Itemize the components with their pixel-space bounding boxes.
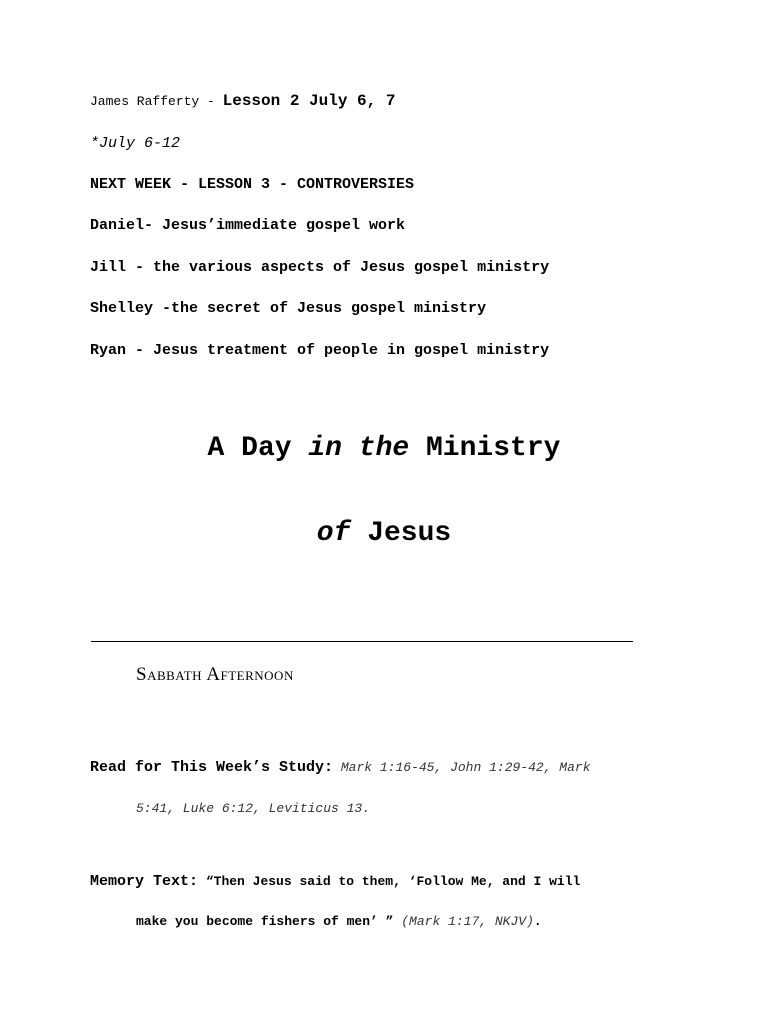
- date-range: *July 6-12: [90, 135, 181, 152]
- assignment-item: Daniel- Jesus’immediate gospel work: [90, 217, 406, 234]
- memory-line: [90, 873, 580, 890]
- read-references: Mark 1:16-45, John 1:29-42, Mark: [333, 760, 591, 775]
- assignment-item: Ryan - Jesus treatment of people in gospel ministry: [90, 342, 550, 359]
- memory-line-continued: [136, 913, 542, 930]
- section-heading: Sabbath Afternoon: [136, 664, 294, 685]
- title-text: Jesus: [350, 518, 452, 549]
- memory-reference: (Mark 1:17, NKJV): [401, 914, 534, 929]
- page-title-line-2: [0, 518, 768, 549]
- title-text: Ministry: [409, 433, 561, 464]
- page-title-line-1: [0, 433, 768, 464]
- lesson-label: Lesson 2 July 6, 7: [222, 92, 396, 110]
- title-text-italic: of: [316, 518, 351, 549]
- memory-end: .: [533, 914, 542, 929]
- memory-label: Memory Text: [90, 873, 190, 890]
- read-label: Read for This Week’s Study: [90, 759, 325, 776]
- horizontal-divider: [91, 641, 633, 642]
- author-name: James Rafferty -: [90, 94, 223, 109]
- memory-text: “Then Jesus said to them, ‘Follow Me, and I will: [198, 874, 581, 889]
- memory-text: make you become fishers of men’ ”: [136, 914, 402, 929]
- assignment-item: Shelley -the secret of Jesus gospel ministry: [90, 300, 487, 317]
- title-text-italic: in the: [308, 433, 410, 464]
- next-week-note: NEXT WEEK - LESSON 3 - CONTROVERSIES: [90, 176, 415, 193]
- read-references: 5:41, Luke 6:12, Leviticus 13.: [136, 801, 371, 816]
- read-line: [90, 759, 591, 776]
- read-line-continued: [136, 800, 370, 817]
- assignment-item: Jill - the various aspects of Jesus gospel ministry: [90, 259, 550, 276]
- title-text: A Day: [207, 433, 309, 464]
- memory-colon: :: [189, 873, 199, 890]
- header-line: [90, 92, 395, 110]
- read-colon: :: [324, 759, 334, 776]
